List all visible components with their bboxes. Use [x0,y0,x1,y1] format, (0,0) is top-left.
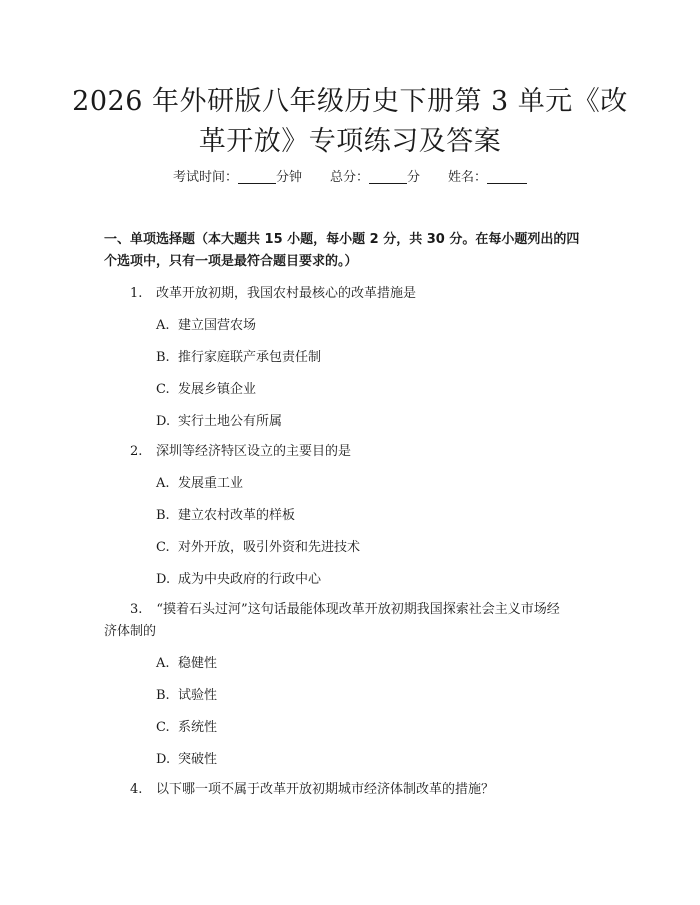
title-line-2: 革开放》专项练习及答案 [198,126,502,157]
score-blank [369,169,407,184]
score-unit: 分 [407,170,421,185]
option-text: 建立农村改革的样板 [178,508,296,523]
score-label: 总分： [329,170,369,185]
question-3-option-c [156,718,217,738]
option-letter: D. [156,752,171,767]
question-2-option-a [156,474,243,494]
time-blank [238,169,276,184]
exam-info-line [0,168,700,188]
option-text: 稳健性 [178,656,218,671]
question-3-option-b [156,686,217,706]
option-text: 建立国营农场 [178,318,257,333]
option-letter: B. [156,350,170,365]
question-stem-line-1: “摸着石头过河”这句话最能体现改革开放初期我国探索社会主义市场经 [156,602,560,617]
question-number: 3. [130,602,143,617]
option-letter: C. [156,720,170,735]
question-number: 1. [130,286,143,301]
section-heading [104,229,604,273]
name-blank [487,169,527,184]
option-text: 发展重工业 [178,476,244,491]
time-label: 考试时间： [172,170,238,185]
option-letter: B. [156,688,170,703]
option-text: 突破性 [178,752,218,767]
time-unit: 分钟 [275,170,302,185]
question-1-option-d [156,412,282,432]
section-heading-line-1: 一、单项选择题（本大题共 15 小题，每小题 2 分，共 30 分。在每小题列出的四 [104,232,580,247]
question-stem: 深圳等经济特区设立的主要目的是 [156,444,352,459]
section-heading-line-2: 个选项中，只有一项是最符合题目要求的。） [104,254,358,269]
option-letter: C. [156,382,170,397]
title-line-1: 2026 年外研版八年级历史下册第 3 单元《改 [72,86,628,117]
option-text: 对外开放，吸引外资和先进技术 [178,540,361,555]
question-3 [104,599,624,643]
question-stem: 改革开放初期，我国农村最核心的改革措施是 [156,286,417,301]
question-2-option-b [156,506,295,526]
option-text: 试验性 [178,688,218,703]
option-text: 推行家庭联产承包责任制 [178,350,322,365]
option-letter: D. [156,572,171,587]
question-1-option-b [156,348,321,368]
question-3-option-d [156,750,217,770]
question-number: 4. [130,782,143,797]
question-3-option-a [156,654,217,674]
question-stem-line-2: 济体制的 [104,624,157,639]
option-letter: A. [156,476,170,491]
option-letter: A. [156,656,170,671]
option-text: 发展乡镇企业 [178,382,257,397]
question-1-option-c [156,380,256,400]
option-letter: C. [156,540,170,555]
option-text: 成为中央政府的行政中心 [178,572,322,587]
option-text: 系统性 [178,720,218,735]
question-2-option-c [156,538,360,558]
option-letter: D. [156,414,171,429]
question-1-option-a [156,316,256,336]
question-number: 2. [130,444,143,459]
option-letter: A. [156,318,170,333]
question-2-option-d [156,570,321,590]
question-stem: 以下哪一项不属于改革开放初期城市经济体制改革的措施？ [156,782,495,797]
option-letter: B. [156,508,170,523]
document-title [70,82,630,162]
name-label: 姓名： [448,170,488,185]
option-text: 实行土地公有所属 [178,414,283,429]
